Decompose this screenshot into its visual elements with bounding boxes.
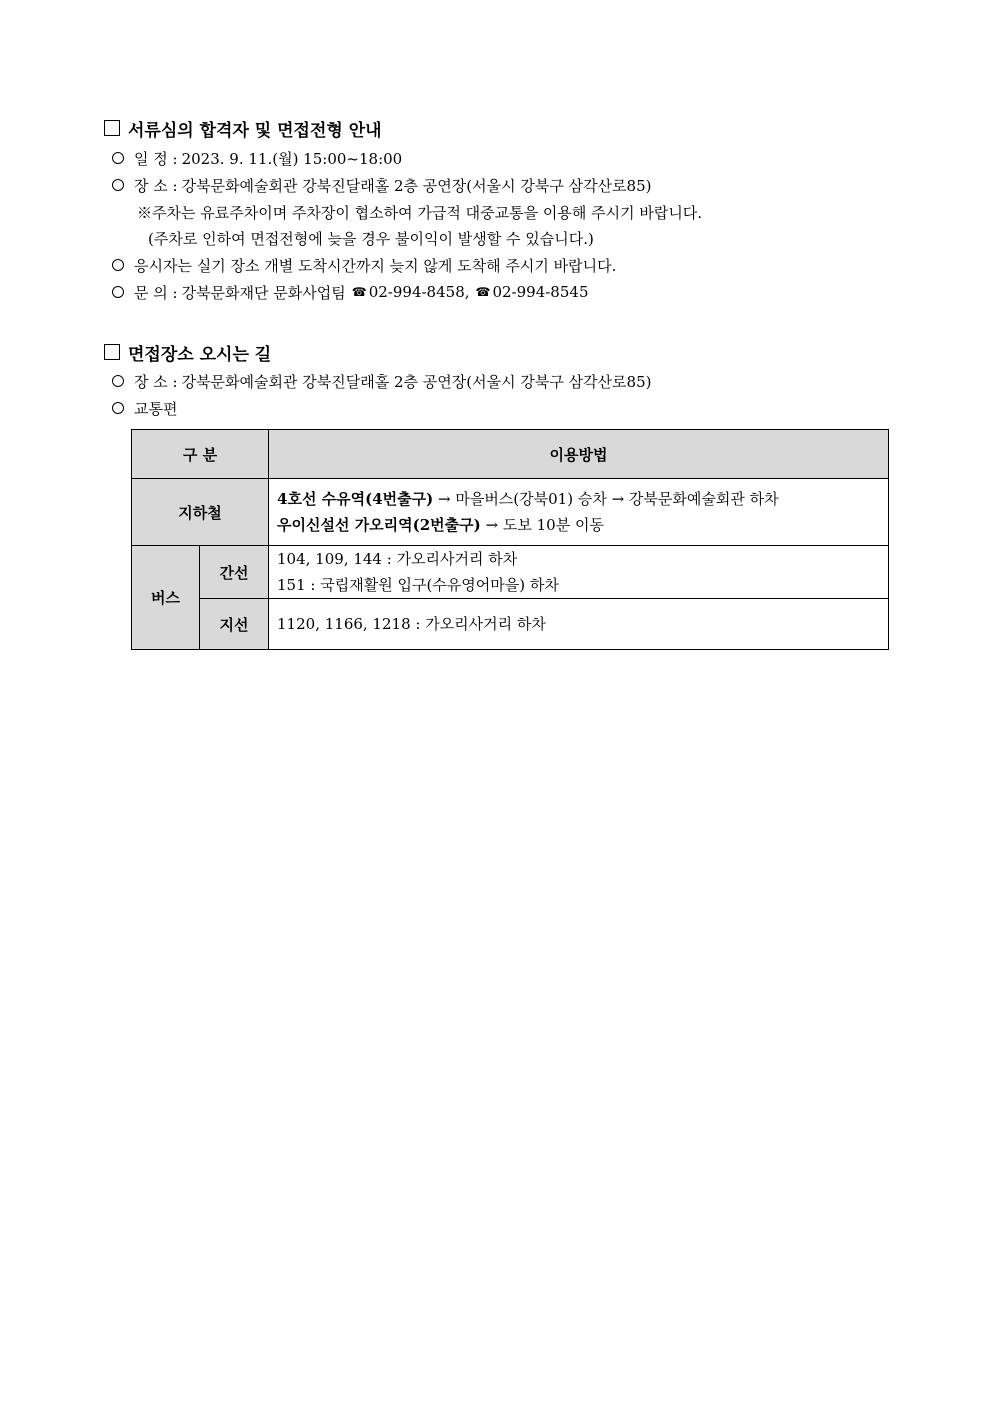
- circle-bullet-icon: [112, 179, 124, 191]
- circle-bullet-icon: [112, 286, 124, 298]
- section-title-directions: [104, 341, 271, 363]
- circle-bullet-icon: [112, 402, 124, 414]
- table-row-bus-branch: [132, 599, 889, 650]
- header-category: 구 분: [132, 430, 269, 479]
- checkbox-square-icon: [104, 344, 120, 360]
- circle-bullet-icon: [112, 259, 124, 271]
- contact-label: 문 의 :: [134, 283, 178, 302]
- bus-branch-numbers: 1120, 1166, 1218: [277, 615, 411, 633]
- contact-phone-1: 02-994-8458,: [368, 283, 470, 301]
- subway-line-2-route: → 도보 10분 이동: [480, 516, 604, 534]
- place-value: 강북문화예술회관 강북진달래홀 2층 공연장(서울시 강북구 삼각산로85): [181, 176, 652, 195]
- bus-branch-stop: : 가오리사거리 하차: [410, 615, 546, 633]
- bus-trunk-line-2: [277, 572, 880, 598]
- bus-trunk-line-1-stop: : 가오리사거리 하차: [381, 550, 518, 568]
- bus-label: 버스: [132, 546, 200, 650]
- section-title-screening: [104, 117, 382, 139]
- place-label: 장 소 :: [134, 176, 178, 195]
- directions-place-line: [112, 370, 651, 392]
- bus-trunk-line-2-numbers: 151: [277, 576, 306, 594]
- section-title-text: 면접장소 오시는 길: [128, 344, 272, 365]
- bus-trunk-line-1: [277, 546, 880, 572]
- arrival-note: 응시자는 실기 장소 개별 도착시간까지 늦지 않게 도착해 주시기 바랍니다.: [134, 256, 617, 275]
- contact-phone-2: 02-994-8545: [492, 283, 589, 301]
- subway-line-1-station: 4호선 수유역(4번출구): [277, 490, 434, 508]
- subway-line-2-station: 우이신설선 가오리역(2번출구): [277, 516, 481, 534]
- contact-line: [112, 281, 588, 303]
- subway-method: [269, 479, 889, 546]
- bus-trunk-line-1-numbers: 104, 109, 144: [277, 550, 382, 568]
- table-header-row: [132, 430, 889, 479]
- circle-bullet-icon: [112, 152, 124, 164]
- phone-icon: ☎: [475, 285, 491, 299]
- parking-note: ※주차는 유료주차이며 주차장이 협소하여 가급적 대중교통을 이용해 주시기 바랍니다.: [137, 203, 703, 222]
- subway-line-1: [277, 486, 880, 512]
- subway-label: 지하철: [132, 479, 269, 546]
- subway-line-2: [277, 512, 880, 538]
- place-value: 강북문화예술회관 강북진달래홀 2층 공연장(서울시 강북구 삼각산로85): [181, 372, 652, 391]
- bus-trunk-method: [269, 546, 889, 599]
- place-label: 장 소 :: [134, 372, 178, 391]
- subway-line-1-route: → 마을버스(강북01) 승차 → 강북문화예술회관 하차: [433, 490, 779, 508]
- transport-table: [131, 429, 889, 650]
- phone-icon: ☎: [351, 285, 367, 299]
- contact-team: 강북문화재단 문화사업팀: [181, 283, 346, 302]
- table-row-subway: [132, 479, 889, 546]
- bus-trunk-line-2-stop: : 국립재활원 입구(수유영어마을) 하차: [305, 576, 559, 594]
- transport-label: 교통편: [134, 399, 178, 418]
- bus-branch-method: [269, 599, 889, 650]
- arrival-line: [112, 254, 616, 276]
- checkbox-square-icon: [104, 120, 120, 136]
- bus-branch-label: 지선: [200, 599, 269, 650]
- bus-branch-line: [277, 611, 880, 637]
- schedule-line: [112, 147, 402, 169]
- bus-trunk-label: 간선: [200, 546, 269, 599]
- header-method: 이용방법: [269, 430, 889, 479]
- schedule-label: 일 정 :: [134, 149, 178, 168]
- transport-line: [112, 397, 177, 419]
- circle-bullet-icon: [112, 375, 124, 387]
- table-row-bus-trunk: [132, 546, 889, 599]
- place-line: [112, 174, 651, 196]
- section-title-text: 서류심의 합격자 및 면접전형 안내: [128, 120, 382, 141]
- schedule-value: 2023. 9. 11.(월) 15:00~18:00: [181, 149, 403, 168]
- parking-note-detail: (주차로 인하여 면접전형에 늦을 경우 불이익이 발생할 수 있습니다.): [148, 229, 594, 248]
